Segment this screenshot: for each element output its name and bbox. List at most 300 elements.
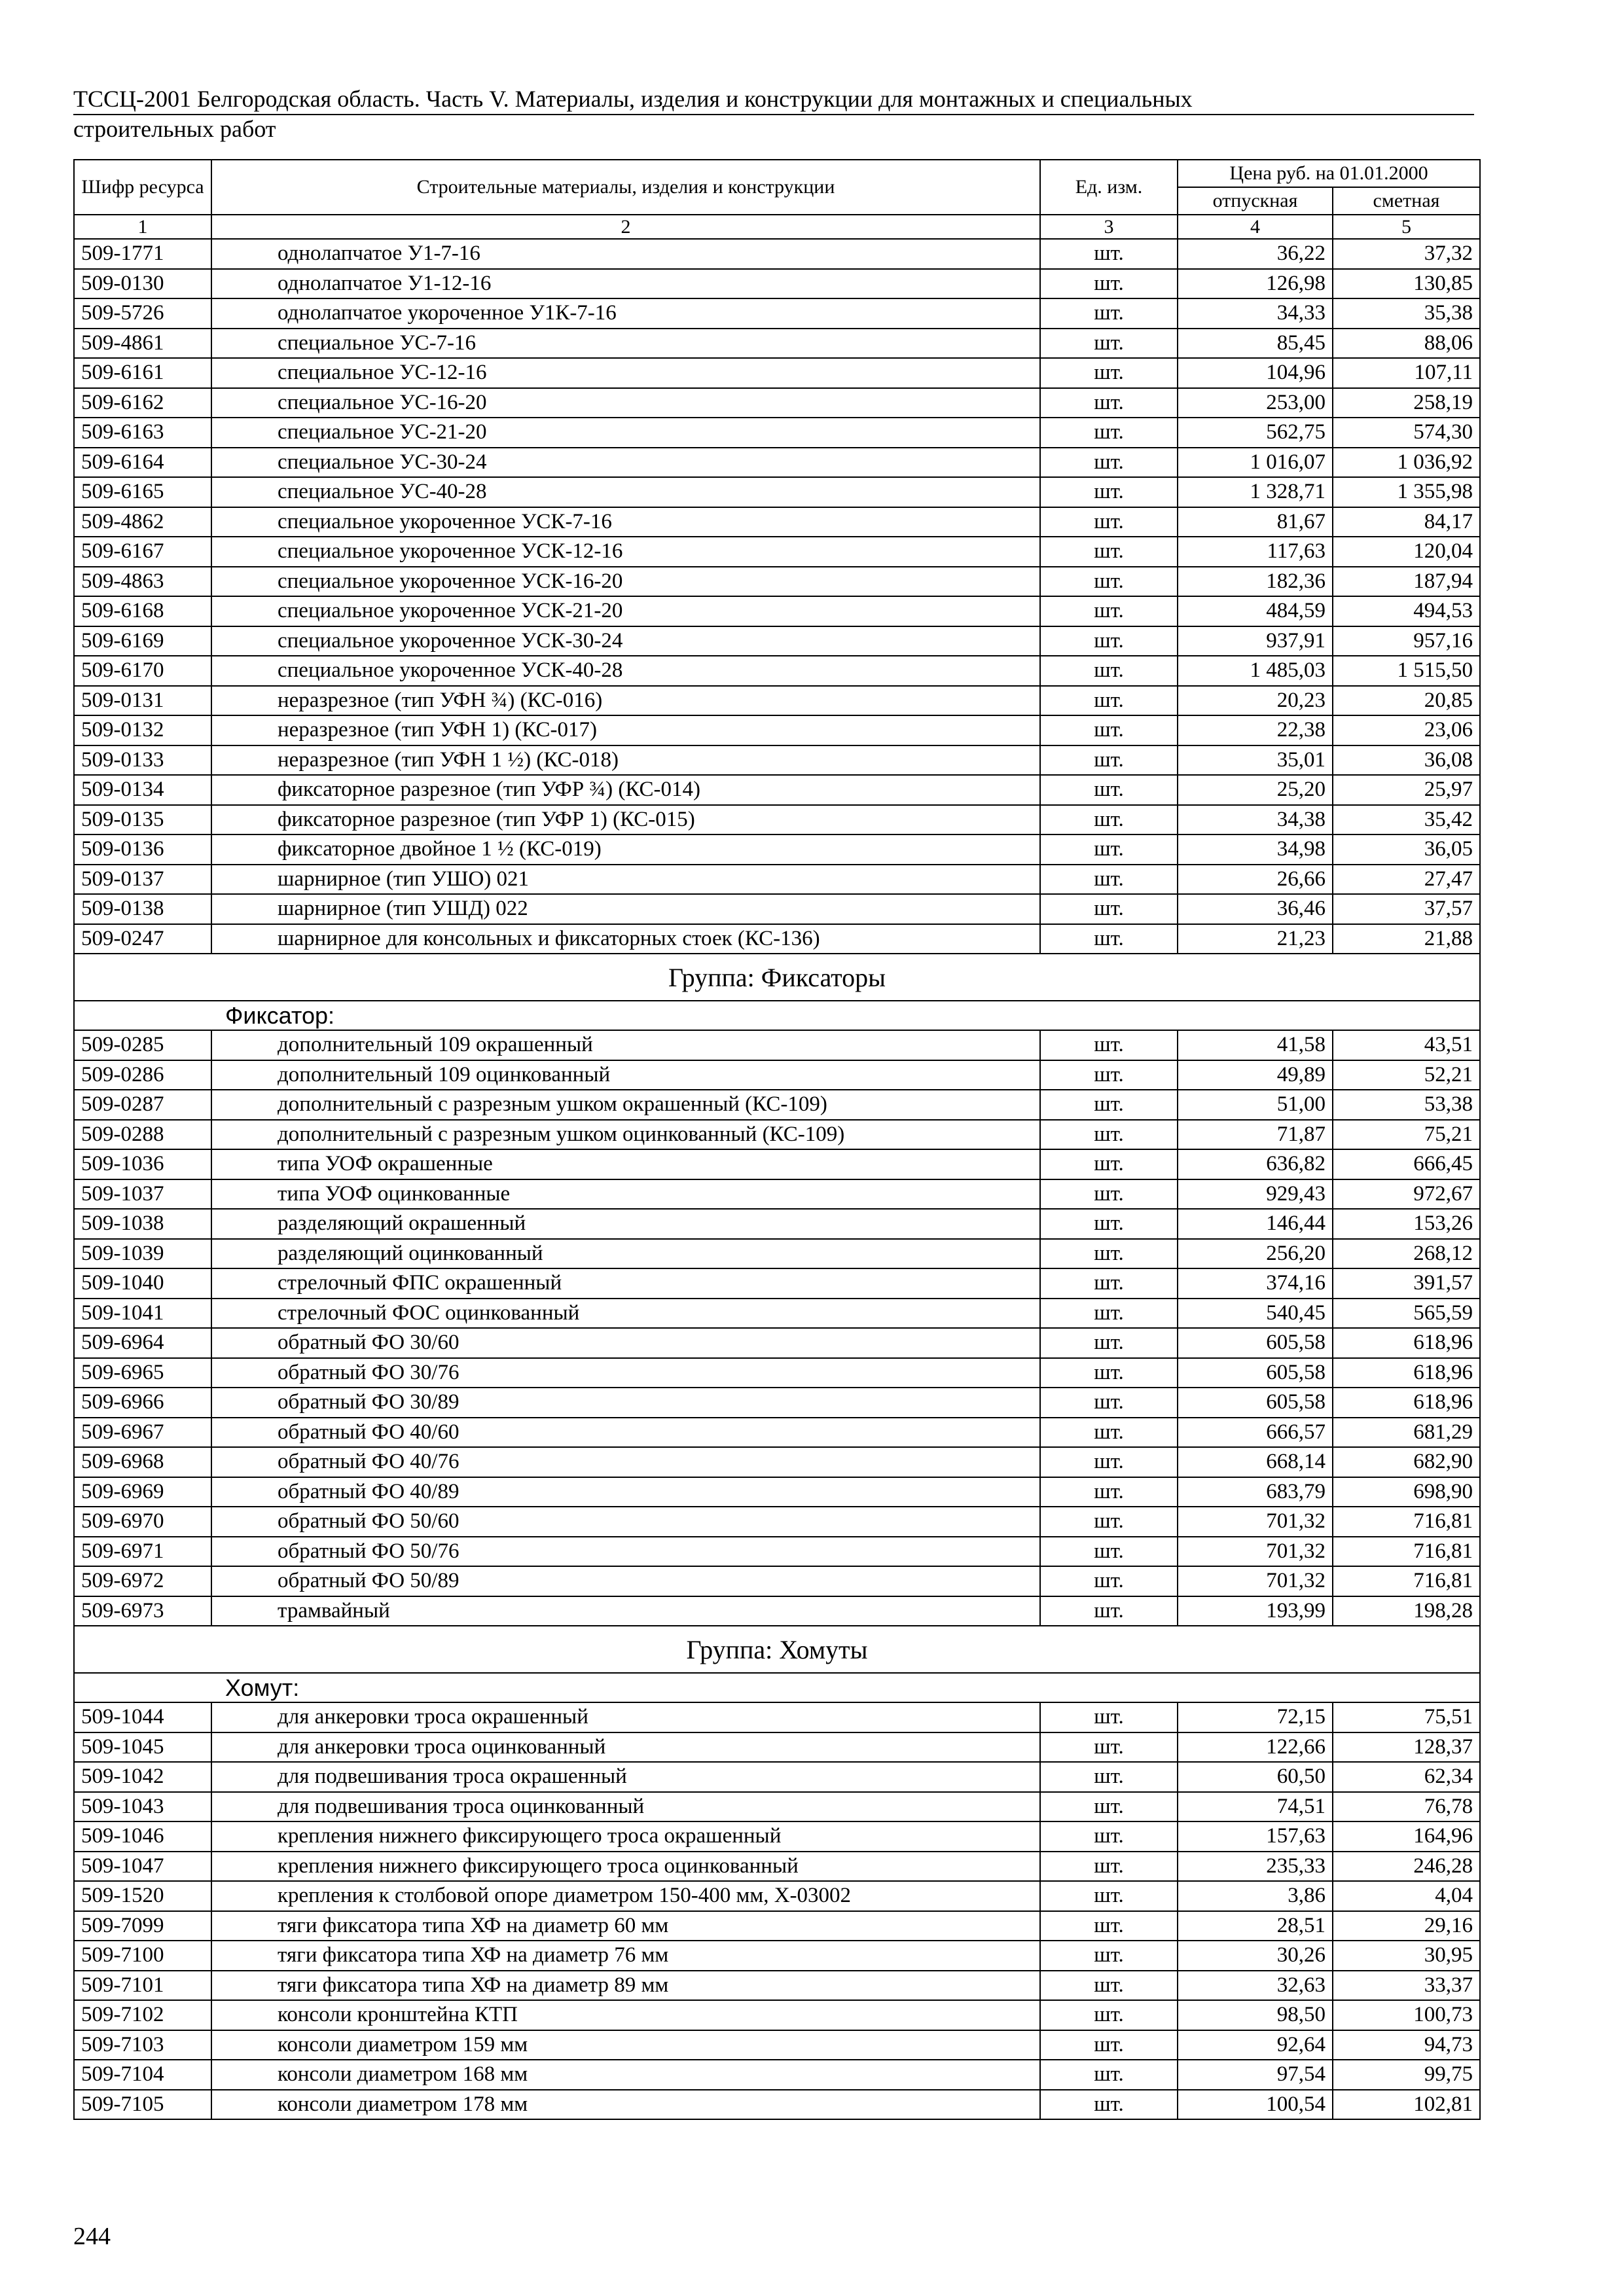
resource-code-cell: 509-0137 (74, 865, 211, 895)
unit-cell: шт. (1040, 1702, 1178, 1732)
table-row (74, 596, 1480, 626)
material-name-cell: стрелочный ФОС оцинкованный (211, 1299, 1040, 1329)
unit-cell: шт. (1040, 1477, 1178, 1507)
release-price-cell: 484,59 (1178, 596, 1333, 626)
release-price-cell: 34,38 (1178, 805, 1333, 835)
col-header-estimate-price: сметная (1333, 187, 1480, 215)
table-row (74, 834, 1480, 865)
unit-cell: шт. (1040, 1537, 1178, 1567)
material-name-cell: обратный ФО 40/89 (211, 1477, 1040, 1507)
resource-code-cell: 509-0134 (74, 775, 211, 805)
material-name-cell: типа УОФ окрашенные (211, 1149, 1040, 1179)
unit-cell: шт. (1040, 1507, 1178, 1537)
estimate-price-cell: 716,81 (1333, 1507, 1480, 1537)
resource-code-cell: 509-1044 (74, 1702, 211, 1732)
material-name-cell: типа УОФ оцинкованные (211, 1179, 1040, 1210)
estimate-price-cell: 88,06 (1333, 329, 1480, 359)
material-name-cell: обратный ФО 30/89 (211, 1388, 1040, 1418)
estimate-price-cell: 391,57 (1333, 1268, 1480, 1299)
table-row (74, 388, 1480, 418)
group-heading: Группа: Фиксаторы (74, 954, 1480, 1001)
material-name-cell: тяги фиксатора типа ХФ на диаметр 60 мм (211, 1911, 1040, 1941)
unit-cell: шт. (1040, 1149, 1178, 1179)
material-name-cell: специальное УС-16-20 (211, 388, 1040, 418)
unit-cell: шт. (1040, 2060, 1178, 2090)
col-number: 2 (211, 215, 1040, 239)
estimate-price-cell: 164,96 (1333, 1821, 1480, 1852)
material-name-cell: обратный ФО 50/89 (211, 1566, 1040, 1596)
resource-code-cell: 509-7103 (74, 2030, 211, 2060)
estimate-price-cell: 698,90 (1333, 1477, 1480, 1507)
estimate-price-cell: 107,11 (1333, 358, 1480, 388)
material-name-cell: специальное укороченное УСК-12-16 (211, 537, 1040, 567)
release-price-cell: 81,67 (1178, 507, 1333, 537)
resource-code-cell: 509-6968 (74, 1447, 211, 1477)
unit-cell: шт. (1040, 1596, 1178, 1626)
unit-cell: шт. (1040, 1852, 1178, 1882)
release-price-cell: 92,64 (1178, 2030, 1333, 2060)
subgroup-heading-row (74, 1673, 1480, 1702)
material-name-cell: для анкеровки троса оцинкованный (211, 1732, 1040, 1763)
release-price-cell: 60,50 (1178, 1762, 1333, 1792)
unit-cell: шт. (1040, 924, 1178, 954)
material-name-cell: дополнительный 109 окрашенный (211, 1030, 1040, 1060)
release-price-cell: 1 016,07 (1178, 448, 1333, 478)
unit-cell: шт. (1040, 1090, 1178, 1120)
table-row (74, 2060, 1480, 2090)
table-row (74, 2090, 1480, 2120)
resource-code-cell: 509-6164 (74, 448, 211, 478)
resource-code-cell: 509-6167 (74, 537, 211, 567)
table-row (74, 1941, 1480, 1971)
table-row (74, 745, 1480, 776)
unit-cell: шт. (1040, 715, 1178, 745)
resource-code-cell: 509-4862 (74, 507, 211, 537)
release-price-cell: 701,32 (1178, 1507, 1333, 1537)
material-name-cell: неразрезное (тип УФН ¾) (КС-016) (211, 686, 1040, 716)
unit-cell: шт. (1040, 1881, 1178, 1911)
table-row (74, 1821, 1480, 1852)
table-row (74, 2030, 1480, 2060)
resource-code-cell: 509-7102 (74, 2000, 211, 2030)
estimate-price-cell: 21,88 (1333, 924, 1480, 954)
material-name-cell: шарнирное (тип УШО) 021 (211, 865, 1040, 895)
resource-code-cell: 509-1040 (74, 1268, 211, 1299)
table-row (74, 924, 1480, 954)
estimate-price-cell: 43,51 (1333, 1030, 1480, 1060)
estimate-price-cell: 681,29 (1333, 1418, 1480, 1448)
resource-code-cell: 509-0130 (74, 269, 211, 299)
release-price-cell: 32,63 (1178, 1971, 1333, 2001)
estimate-price-cell: 52,21 (1333, 1060, 1480, 1090)
material-name-cell: однолапчатое укороченное У1К-7-16 (211, 298, 1040, 329)
table-row (74, 1537, 1480, 1567)
table-row (74, 1328, 1480, 1358)
table-row (74, 1418, 1480, 1448)
estimate-price-cell: 75,51 (1333, 1702, 1480, 1732)
table-row (74, 1792, 1480, 1822)
release-price-cell: 193,99 (1178, 1596, 1333, 1626)
unit-cell: шт. (1040, 1179, 1178, 1210)
col-header-release-price: отпускная (1178, 187, 1333, 215)
table-row (74, 1447, 1480, 1477)
material-name-cell: фиксаторное разрезное (тип УФР ¾) (КС-014) (211, 775, 1040, 805)
material-name-cell: обратный ФО 50/60 (211, 1507, 1040, 1537)
release-price-cell: 636,82 (1178, 1149, 1333, 1179)
group-heading-row (74, 1626, 1480, 1673)
group-heading-row (74, 954, 1480, 1001)
material-name-cell: специальное УС-40-28 (211, 477, 1040, 507)
material-name-cell: консоли кронштейна КТП (211, 2000, 1040, 2030)
resource-code-cell: 509-0286 (74, 1060, 211, 1090)
release-price-cell: 668,14 (1178, 1447, 1333, 1477)
table-row (74, 1596, 1480, 1626)
page-header (73, 85, 1474, 143)
estimate-price-cell: 99,75 (1333, 2060, 1480, 2090)
table-row (74, 1268, 1480, 1299)
estimate-price-cell: 35,38 (1333, 298, 1480, 329)
table-row (74, 477, 1480, 507)
resource-code-cell: 509-6964 (74, 1328, 211, 1358)
estimate-price-cell: 130,85 (1333, 269, 1480, 299)
estimate-price-cell: 1 515,50 (1333, 656, 1480, 686)
material-name-cell: фиксаторное двойное 1 ½ (КС-019) (211, 834, 1040, 865)
unit-cell: шт. (1040, 686, 1178, 716)
release-price-cell: 605,58 (1178, 1328, 1333, 1358)
resource-code-cell: 509-4863 (74, 567, 211, 597)
unit-cell: шт. (1040, 596, 1178, 626)
estimate-price-cell: 246,28 (1333, 1852, 1480, 1882)
estimate-price-cell: 23,06 (1333, 715, 1480, 745)
estimate-price-cell: 36,08 (1333, 745, 1480, 776)
release-price-cell: 85,45 (1178, 329, 1333, 359)
release-price-cell: 51,00 (1178, 1090, 1333, 1120)
subgroup-heading-row (74, 1001, 1480, 1030)
material-name-cell: фиксаторное разрезное (тип УФР 1) (КС-015) (211, 805, 1040, 835)
release-price-cell: 34,98 (1178, 834, 1333, 865)
header-title-line2: строительных работ (73, 116, 276, 142)
col-header-name: Строительные материалы, изделия и конструкции (211, 160, 1040, 215)
material-name-cell: разделяющий окрашенный (211, 1209, 1040, 1239)
material-name-cell: дополнительный с разрезным ушком окрашенный (КС-109) (211, 1090, 1040, 1120)
release-price-cell: 98,50 (1178, 2000, 1333, 2030)
table-row (74, 656, 1480, 686)
unit-cell: шт. (1040, 448, 1178, 478)
estimate-price-cell: 53,38 (1333, 1090, 1480, 1120)
unit-cell: шт. (1040, 537, 1178, 567)
estimate-price-cell: 128,37 (1333, 1732, 1480, 1763)
estimate-price-cell: 198,28 (1333, 1596, 1480, 1626)
table-row (74, 298, 1480, 329)
estimate-price-cell: 30,95 (1333, 1941, 1480, 1971)
material-name-cell: специальное укороченное УСК-21-20 (211, 596, 1040, 626)
unit-cell: шт. (1040, 388, 1178, 418)
estimate-price-cell: 187,94 (1333, 567, 1480, 597)
unit-cell: шт. (1040, 1792, 1178, 1822)
resource-code-cell: 509-6165 (74, 477, 211, 507)
release-price-cell: 100,54 (1178, 2090, 1333, 2120)
material-name-cell: шарнирное для консольных и фиксаторных стоек (КС-136) (211, 924, 1040, 954)
release-price-cell: 20,23 (1178, 686, 1333, 716)
estimate-price-cell: 94,73 (1333, 2030, 1480, 2060)
table-row (74, 1149, 1480, 1179)
resource-code-cell: 509-6169 (74, 626, 211, 656)
estimate-price-cell: 494,53 (1333, 596, 1480, 626)
unit-cell: шт. (1040, 1209, 1178, 1239)
material-name-cell: шарнирное (тип УШД) 022 (211, 894, 1040, 924)
material-name-cell: специальное укороченное УСК-40-28 (211, 656, 1040, 686)
resource-code-cell: 509-6972 (74, 1566, 211, 1596)
resource-code-cell: 509-1037 (74, 1179, 211, 1210)
resource-code-cell: 509-6966 (74, 1388, 211, 1418)
release-price-cell: 562,75 (1178, 418, 1333, 448)
table-row (74, 269, 1480, 299)
material-name-cell: обратный ФО 50/76 (211, 1537, 1040, 1567)
release-price-cell: 937,91 (1178, 626, 1333, 656)
resource-code-cell: 509-1042 (74, 1762, 211, 1792)
table-row (74, 2000, 1480, 2030)
table-row (74, 358, 1480, 388)
resource-code-cell: 509-6967 (74, 1418, 211, 1448)
resource-code-cell: 509-4861 (74, 329, 211, 359)
estimate-price-cell: 76,78 (1333, 1792, 1480, 1822)
resource-code-cell: 509-0135 (74, 805, 211, 835)
unit-cell: шт. (1040, 567, 1178, 597)
unit-cell: шт. (1040, 2000, 1178, 2030)
table-row (74, 1477, 1480, 1507)
unit-cell: шт. (1040, 329, 1178, 359)
material-name-cell: специальное УС-7-16 (211, 329, 1040, 359)
release-price-cell: 104,96 (1178, 358, 1333, 388)
unit-cell: шт. (1040, 239, 1178, 269)
table-row (74, 1299, 1480, 1329)
unit-cell: шт. (1040, 1418, 1178, 1448)
table-row (74, 537, 1480, 567)
estimate-price-cell: 1 036,92 (1333, 448, 1480, 478)
estimate-price-cell: 100,73 (1333, 2000, 1480, 2030)
estimate-price-cell: 102,81 (1333, 2090, 1480, 2120)
subgroup-heading: Фиксатор: (74, 1001, 1480, 1030)
unit-cell: шт. (1040, 1732, 1178, 1763)
unit-cell: шт. (1040, 2030, 1178, 2060)
material-name-cell: дополнительный с разрезным ушком оцинкованный (КС-109) (211, 1120, 1040, 1150)
estimate-price-cell: 666,45 (1333, 1149, 1480, 1179)
release-price-cell: 3,86 (1178, 1881, 1333, 1911)
resource-code-cell: 509-6973 (74, 1596, 211, 1626)
resource-code-cell: 509-6971 (74, 1537, 211, 1567)
release-price-cell: 157,63 (1178, 1821, 1333, 1852)
unit-cell: шт. (1040, 775, 1178, 805)
resource-code-cell: 509-1039 (74, 1239, 211, 1269)
release-price-cell: 374,16 (1178, 1268, 1333, 1299)
unit-cell: шт. (1040, 1971, 1178, 2001)
release-price-cell: 74,51 (1178, 1792, 1333, 1822)
resource-code-cell: 509-7101 (74, 1971, 211, 2001)
estimate-price-cell: 84,17 (1333, 507, 1480, 537)
material-name-cell: специальное укороченное УСК-7-16 (211, 507, 1040, 537)
resource-code-cell: 509-0285 (74, 1030, 211, 1060)
release-price-cell: 97,54 (1178, 2060, 1333, 2090)
unit-cell: шт. (1040, 1911, 1178, 1941)
material-name-cell: консоли диаметром 178 мм (211, 2090, 1040, 2120)
resource-code-cell: 509-1038 (74, 1209, 211, 1239)
release-price-cell: 666,57 (1178, 1418, 1333, 1448)
unit-cell: шт. (1040, 298, 1178, 329)
col-header-unit: Ед. изм. (1040, 160, 1178, 215)
material-name-cell: тяги фиксатора типа ХФ на диаметр 76 мм (211, 1941, 1040, 1971)
resource-code-cell: 509-0138 (74, 894, 211, 924)
material-name-cell: неразрезное (тип УФН 1 ½) (КС-018) (211, 745, 1040, 776)
unit-cell: шт. (1040, 834, 1178, 865)
material-name-cell: разделяющий оцинкованный (211, 1239, 1040, 1269)
resource-code-cell: 509-0288 (74, 1120, 211, 1150)
table-row (74, 1179, 1480, 1210)
resource-code-cell: 509-6965 (74, 1358, 211, 1388)
resource-code-cell: 509-6970 (74, 1507, 211, 1537)
resource-code-cell: 509-1771 (74, 239, 211, 269)
release-price-cell: 146,44 (1178, 1209, 1333, 1239)
table-row (74, 1911, 1480, 1941)
material-name-cell: обратный ФО 40/60 (211, 1418, 1040, 1448)
unit-cell: шт. (1040, 1358, 1178, 1388)
table-row (74, 1732, 1480, 1763)
unit-cell: шт. (1040, 1821, 1178, 1852)
resource-code-cell: 509-7104 (74, 2060, 211, 2090)
material-name-cell: специальное УС-21-20 (211, 418, 1040, 448)
unit-cell: шт. (1040, 656, 1178, 686)
estimate-price-cell: 1 355,98 (1333, 477, 1480, 507)
resource-code-cell: 509-0133 (74, 745, 211, 776)
table-row (74, 1060, 1480, 1090)
resource-code-cell: 509-0247 (74, 924, 211, 954)
release-price-cell: 929,43 (1178, 1179, 1333, 1210)
estimate-price-cell: 33,37 (1333, 1971, 1480, 2001)
table-row (74, 626, 1480, 656)
resource-code-cell: 509-1047 (74, 1852, 211, 1882)
estimate-price-cell: 716,81 (1333, 1566, 1480, 1596)
table-row (74, 865, 1480, 895)
material-name-cell: обратный ФО 30/60 (211, 1328, 1040, 1358)
resource-code-cell: 509-6163 (74, 418, 211, 448)
material-name-cell: крепления нижнего фиксирующего троса оцинкованный (211, 1852, 1040, 1882)
estimate-price-cell: 29,16 (1333, 1911, 1480, 1941)
unit-cell: шт. (1040, 1762, 1178, 1792)
resource-code-cell: 509-0287 (74, 1090, 211, 1120)
table-body (74, 239, 1480, 2119)
unit-cell: шт. (1040, 1239, 1178, 1269)
table-row (74, 1852, 1480, 1882)
table-row (74, 239, 1480, 269)
table-row (74, 1030, 1480, 1060)
table-row (74, 1090, 1480, 1120)
unit-cell: шт. (1040, 1447, 1178, 1477)
release-price-cell: 540,45 (1178, 1299, 1333, 1329)
release-price-cell: 71,87 (1178, 1120, 1333, 1150)
material-name-cell: трамвайный (211, 1596, 1040, 1626)
table-row (74, 1358, 1480, 1388)
material-name-cell: дополнительный 109 оцинкованный (211, 1060, 1040, 1090)
material-name-cell: специальное укороченное УСК-16-20 (211, 567, 1040, 597)
unit-cell: шт. (1040, 1060, 1178, 1090)
release-price-cell: 41,58 (1178, 1030, 1333, 1060)
release-price-cell: 683,79 (1178, 1477, 1333, 1507)
unit-cell: шт. (1040, 1388, 1178, 1418)
table-row (74, 1971, 1480, 2001)
estimate-price-cell: 37,32 (1333, 239, 1480, 269)
release-price-cell: 701,32 (1178, 1537, 1333, 1567)
table-row (74, 1209, 1480, 1239)
col-number: 3 (1040, 215, 1178, 239)
release-price-cell: 235,33 (1178, 1852, 1333, 1882)
release-price-cell: 72,15 (1178, 1702, 1333, 1732)
table-row (74, 1702, 1480, 1732)
estimate-price-cell: 565,59 (1333, 1299, 1480, 1329)
release-price-cell: 35,01 (1178, 745, 1333, 776)
estimate-price-cell: 957,16 (1333, 626, 1480, 656)
resource-code-cell: 509-0136 (74, 834, 211, 865)
release-price-cell: 117,63 (1178, 537, 1333, 567)
material-name-cell: для подвешивания троса окрашенный (211, 1762, 1040, 1792)
release-price-cell: 36,22 (1178, 239, 1333, 269)
estimate-price-cell: 37,57 (1333, 894, 1480, 924)
resource-code-cell: 509-6170 (74, 656, 211, 686)
unit-cell: шт. (1040, 1299, 1178, 1329)
table-row (74, 448, 1480, 478)
material-name-cell: обратный ФО 40/76 (211, 1447, 1040, 1477)
unit-cell: шт. (1040, 745, 1178, 776)
resource-code-cell: 509-7099 (74, 1911, 211, 1941)
estimate-price-cell: 618,96 (1333, 1328, 1480, 1358)
material-name-cell: для анкеровки троса окрашенный (211, 1702, 1040, 1732)
resource-code-cell: 509-6168 (74, 596, 211, 626)
release-price-cell: 256,20 (1178, 1239, 1333, 1269)
unit-cell: шт. (1040, 418, 1178, 448)
header-title-line1: ТССЦ-2001 Белгородская область. Часть V. Материалы, изделия и конструкции для монтажных и специальных (73, 85, 1474, 115)
material-name-cell: однолапчатое У1-7-16 (211, 239, 1040, 269)
resource-code-cell: 509-7105 (74, 2090, 211, 2120)
unit-cell: шт. (1040, 1030, 1178, 1060)
resource-code-cell: 509-0131 (74, 686, 211, 716)
unit-cell: шт. (1040, 269, 1178, 299)
table-row (74, 1120, 1480, 1150)
table-row (74, 329, 1480, 359)
release-price-cell: 36,46 (1178, 894, 1333, 924)
col-number: 5 (1333, 215, 1480, 239)
estimate-price-cell: 35,42 (1333, 805, 1480, 835)
resource-code-cell: 509-5726 (74, 298, 211, 329)
resource-code-cell: 509-6161 (74, 358, 211, 388)
price-table (73, 159, 1481, 2120)
table-row (74, 1388, 1480, 1418)
table-row (74, 1881, 1480, 1911)
material-name-cell: стрелочный ФПС окрашенный (211, 1268, 1040, 1299)
table-row (74, 507, 1480, 537)
material-name-cell: однолапчатое У1-12-16 (211, 269, 1040, 299)
release-price-cell: 1 485,03 (1178, 656, 1333, 686)
unit-cell: шт. (1040, 1328, 1178, 1358)
material-name-cell: специальное УС-30-24 (211, 448, 1040, 478)
estimate-price-cell: 972,67 (1333, 1179, 1480, 1210)
unit-cell: шт. (1040, 626, 1178, 656)
resource-code-cell: 509-6162 (74, 388, 211, 418)
estimate-price-cell: 27,47 (1333, 865, 1480, 895)
material-name-cell: обратный ФО 30/76 (211, 1358, 1040, 1388)
release-price-cell: 126,98 (1178, 269, 1333, 299)
table-row (74, 894, 1480, 924)
table-row (74, 686, 1480, 716)
estimate-price-cell: 153,26 (1333, 1209, 1480, 1239)
unit-cell: шт. (1040, 1941, 1178, 1971)
